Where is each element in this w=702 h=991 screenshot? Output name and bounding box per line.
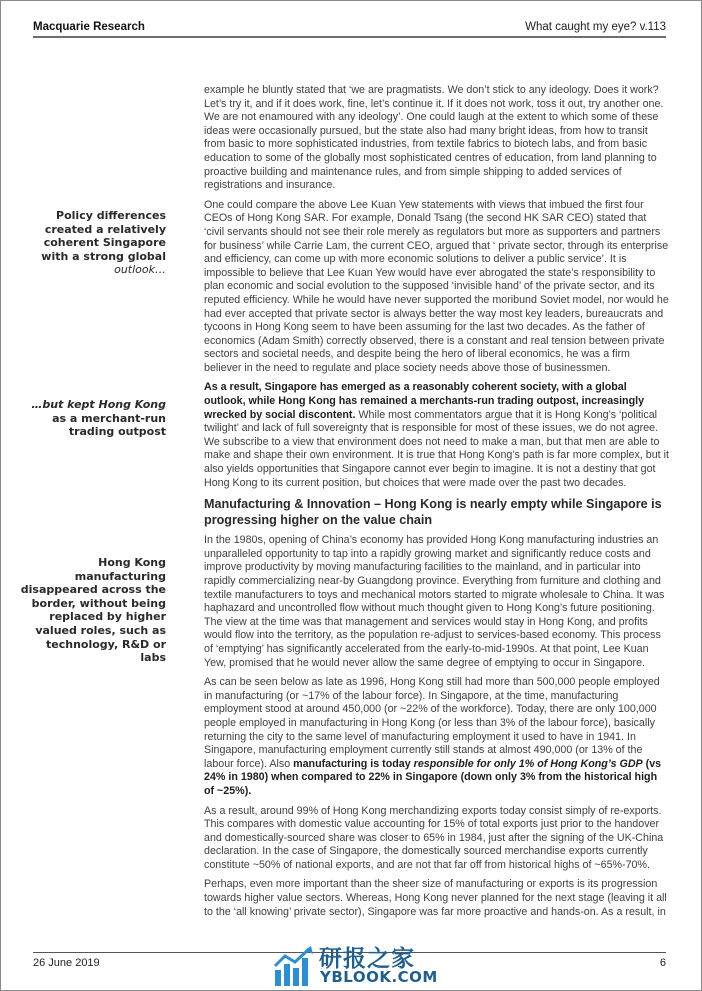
watermark-bar bbox=[284, 964, 290, 986]
watermark-bar bbox=[293, 968, 299, 986]
sidenote-manufacturing bbox=[20, 556, 166, 665]
paragraph-employment-bold: manufacturing is today bbox=[293, 757, 414, 770]
paragraph-employment-bold-italic: responsible for only 1% of Hong Kong’s GDP bbox=[413, 757, 643, 770]
paragraph-result-rest: While most commentators argue that it is Hong Kong’s ‘political twilight’ and lack of full sovereignty that is responsible for most of these issues, we do not agree. We subscribe to a view that environment does not need to make a man, but that men are able to make and shape their own environment. It is true that Hong Kong’s path is far more complex, but it also yields opportunities that Singapore cannot ever begin to imagine. It is not a destiny that got Hong Kong to its current position, but choices that were made over the past two decades. bbox=[204, 408, 669, 489]
paragraph-higher-value: Perhaps, even more important than the sheer size of manufacturing or exports is its progression towards higher value sectors. Whereas, Hong Kong never planned for the next stage (leaving it all to the ‘all knowing’ private sector), Singapore was far more proactive and hands-on. As a result, in bbox=[204, 878, 667, 918]
watermark-cn-text: 研报之家 bbox=[319, 946, 415, 972]
paragraph-employment bbox=[204, 676, 669, 798]
paragraph-pragmatists: example he bluntly stated that ‘we are pragmatists. We don’t stick to any ideology. Does it work? Let’s try it, and if it does work, fine, let’s continue it. If it does not work, toss it out, try another one. We are not enamoured with any ideology’. One could laugh at the extent to which some of these ideas were occasionally pursued, but the state also had many bright ideas, from how to transit from basic to more sophisticated industries, from textile fabrics to biotech labs, and from basic education to some of the globally most sophisticated centres of education, from land planning to proactive building and maintenance rules, and from simple shipping to added services of registrations and insurance. bbox=[204, 84, 664, 192]
page-header bbox=[33, 20, 666, 38]
page-number: 6 bbox=[659, 957, 666, 969]
sidenote-kept-text: as a merchant-run trading outpost bbox=[52, 411, 166, 439]
paragraph-1980s: In the 1980s, opening of China’s economy has provided Hong Kong manufacturing industries an unparalleled opportunity to tap into a rapidly growing market and significantly reduce costs and improve productivity by moving manufacturing facilities to the mainland, and in particular into rapidly commercializing near-by Guangdong province. Everything from furniture and clothing and textile manufacturers to toys and mechanical motors started to migrate wholesale to China. It was haphazard and uncontrolled flow without much thought given to Hong Kong’s future positioning. The view at the time was that management and services would stay in Hong Kong, and profits would flow into the territory, as the population re-adjust to services-based economy. This process of ‘emptying’ has significantly accelerated from the early-to-mid-1990s. At that point, Lee Kuan Yew, promised that he would never allow the same degree of emptying to occur in Singapore. bbox=[204, 534, 665, 669]
brand-name: Macquarie Research bbox=[33, 21, 145, 33]
section-heading: Manufacturing & Innovation – Hong Kong is nearly empty while Singapore is progressing higher on the value chain bbox=[204, 497, 662, 528]
watermark-bar bbox=[275, 970, 281, 986]
paragraph-exports: As a result, around 99% of Hong Kong merchandizing exports today consist simply of re-exports. This compares with domestic value accounting for 15% of total exports just prior to the handover and domestically-sourced share was closer to 65% in 1984, just after the signing of the UK-China declaration. In the case of Singapore, the domestically sourced merchandise exports currently constitute ~50% of national exports, and are not that far off from historical highs of ~65%-70%. bbox=[204, 804, 664, 871]
paragraph-ceo-comparison: One could compare the above Lee Kuan Yew statements with views that imbued the first four CEOs of Hong Kong SAR. For example, Donald Tsang (the second HK SAR CEO) stated that ‘civil servants should not see their role merely as regulators but more as supporters and partners for business’ while Carrie Lam, the current CEO, argued that ‘ private sector, through its enterprise and efficiency, can come up with more economic solutions to deliver a public service’. It is impossible to believe that Lee Kuan Yew would have ever abrogated the state’s responsibility to plan economic and social evolution to the supposed ‘invisible hand’ of the private sector, and its reputed efficiency. While he would have never supported the moribund Soviet model, nor would he had ever accepted that private sector is always better the way most key leaders, bureaucrats and tycoons in Hong Kong seem to have been assuming for the last two decades. As the father of economics (Adam Smith) correctly observed, there is a constant and real tension between private sectors and societal needs, and despite being the hero of liberal economics, he was a firm believer in the need to regulate and place society needs above those of businessmen. bbox=[204, 198, 669, 374]
sidenote-kept-italic: …but kept Hong Kong bbox=[31, 398, 166, 411]
sidenote-kept bbox=[20, 398, 166, 439]
watermark-logo bbox=[273, 940, 453, 988]
sidenote-policy-italic: outlook… bbox=[114, 263, 166, 277]
paragraph-result bbox=[204, 381, 669, 490]
watermark-chart-icon bbox=[273, 946, 317, 986]
sidenote-policy bbox=[20, 209, 166, 277]
sidenote-policy-text: Policy differences created a relatively coherent Singapore with a strong global bbox=[41, 209, 166, 263]
sidenote-manufacturing-text: Hong Kong manufacturing disappeared across the border, without being replaced by higher valued roles, such as technology, R&D or labs bbox=[20, 556, 166, 665]
watermark-bar bbox=[302, 958, 308, 986]
footer-date: 26 June 2019 bbox=[33, 957, 100, 969]
paragraph-employment-bold-end: (vs 24% in 1980) when compared to 22% in Singapore (down only 3% from the historical high of ~25%). bbox=[204, 757, 662, 797]
watermark-en-text: YBLOOK.COM bbox=[320, 968, 438, 986]
main-column bbox=[204, 84, 669, 925]
paragraph-result-bold: As a result, Singapore has emerged as a reasonably coherent society, with a global outlook, while Hong Kong has remained a merchants-run trading outpost, increasingly wrecked by social discontent. bbox=[204, 381, 645, 421]
paragraph-employment-text: As can be seen below as late as 1996, Hong Kong still had more than 500,000 people employed in manufacturing (or ~17% of the labour force). In Singapore, at the time, manufacturing employment stood at around 450,000 (or ~22% of the workforce). Today, there are only 100,000 people employed in manufacturing in Hong Kong (or less than 3% of the labour force), basically returning the city to the same level of manufacturing employment it used to have in 1941. In Singapore, manufacturing employment currently still stands at almost 490,000 (or 13% of the labour force). Also bbox=[204, 676, 660, 770]
document-title: What caught my eye? v.113 bbox=[525, 21, 666, 33]
